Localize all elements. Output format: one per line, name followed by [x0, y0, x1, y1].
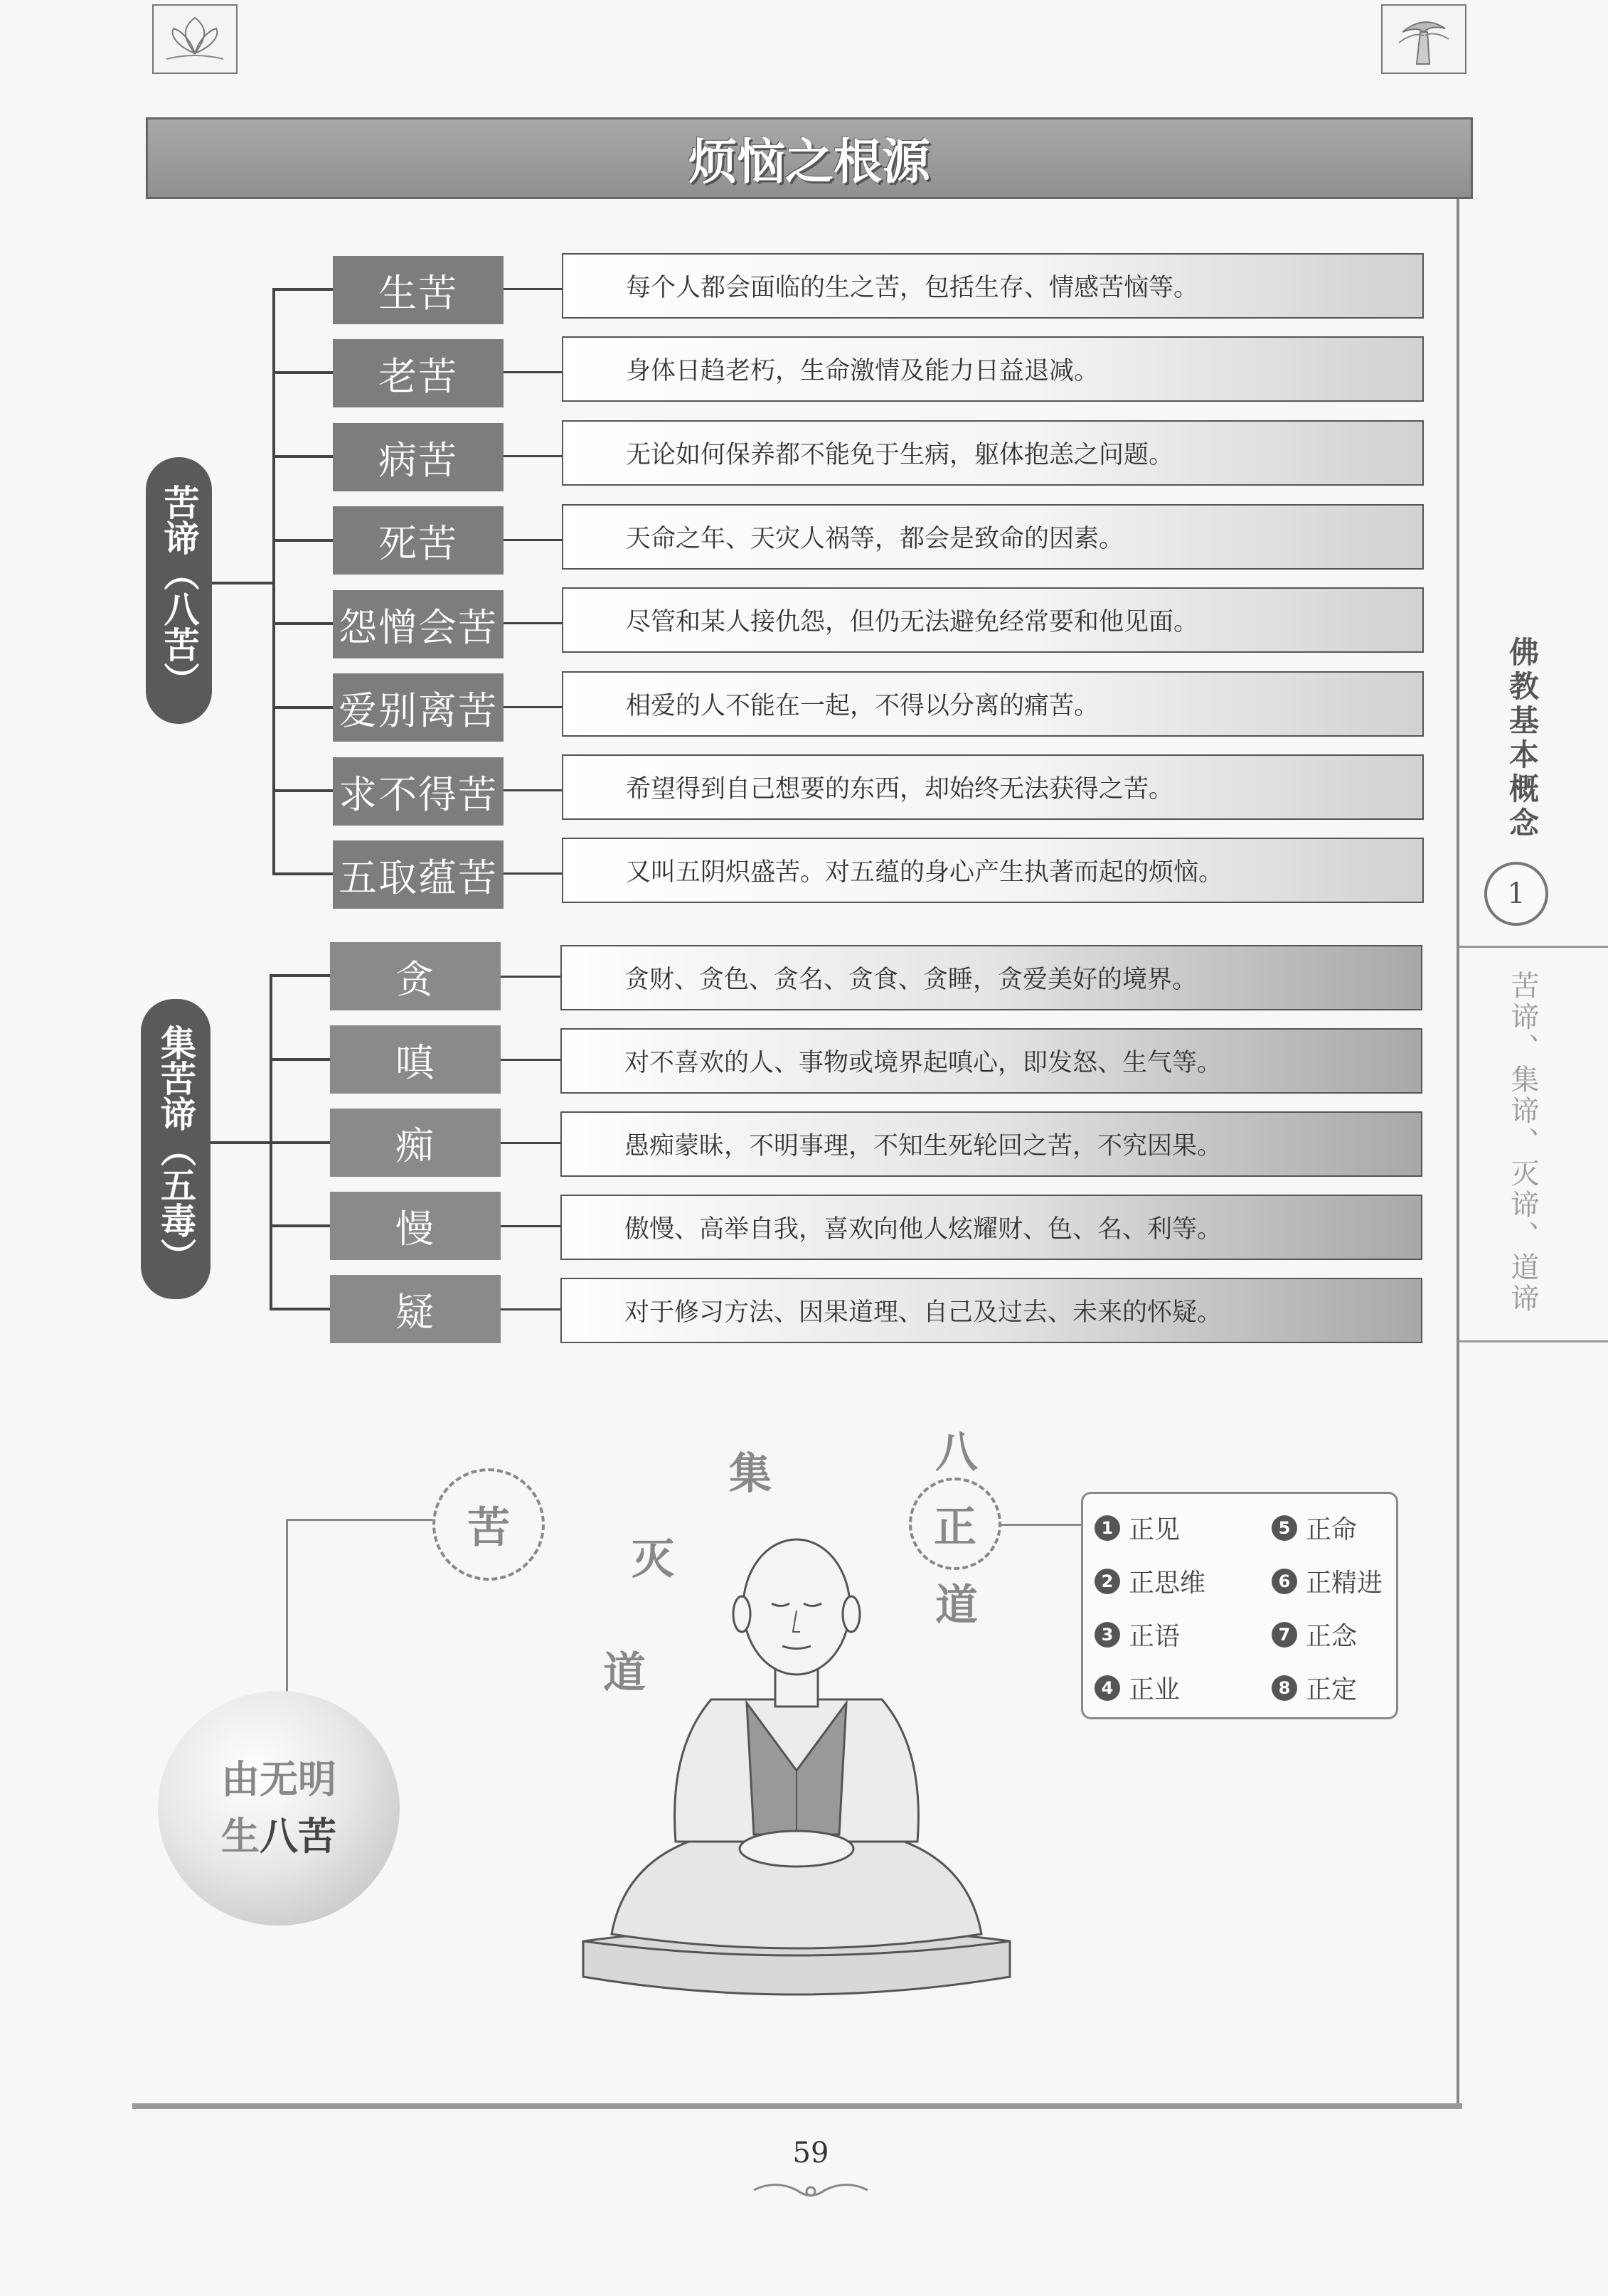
term-box: 贪	[330, 942, 501, 1010]
number-badge: 4	[1095, 1675, 1120, 1701]
right-circle: 正	[909, 1478, 1001, 1570]
suffering-truth-label: 苦谛（八苦）	[146, 457, 212, 724]
chapter-number: 1	[1484, 862, 1548, 926]
path-item	[1095, 1563, 1205, 1599]
desc-box: 愚痴蒙昧，不明事理，不知生死轮回之苦，不究因果。	[560, 1111, 1422, 1177]
suffering-link-v	[286, 1519, 288, 1693]
term-box: 五取蕴苦	[333, 840, 504, 909]
cessation-char: 灭	[632, 1534, 674, 1584]
term-box: 怨憎会苦	[333, 590, 504, 658]
path-item-label: 正念	[1306, 1622, 1358, 1651]
branch-line	[272, 288, 335, 291]
desc-box: 对于修习方法、因果道理、自己及过去、未来的怀疑。	[560, 1278, 1422, 1343]
lotus-icon	[152, 4, 238, 74]
path-item	[1095, 1670, 1180, 1706]
branch-line	[270, 974, 332, 977]
path-item-label: 正定	[1306, 1675, 1358, 1704]
link-line	[504, 371, 562, 373]
path-item-label: 正语	[1129, 1622, 1181, 1651]
desc-box: 无论如何保养都不能免于生病，躯体抱恙之问题。	[562, 420, 1424, 486]
link-line	[504, 706, 562, 708]
link-line	[501, 1059, 560, 1061]
term-box: 老苦	[333, 339, 504, 407]
term-box: 嗔	[330, 1025, 501, 1094]
path-item-label: 正精进	[1306, 1569, 1383, 1598]
branch-line	[272, 622, 335, 625]
page-number: 59	[792, 2137, 829, 2169]
ignorance-sphere	[158, 1691, 400, 1926]
meditating-monk-illustration	[569, 1515, 1024, 2012]
tree-icon	[1381, 4, 1466, 74]
term-box: 求不得苦	[333, 757, 504, 826]
side-divider	[1459, 946, 1608, 948]
term-box: 爱别离苦	[333, 673, 504, 742]
term-box: 疑	[330, 1275, 501, 1343]
sphere-text-dark: 八苦	[260, 1814, 336, 1859]
path-item	[1272, 1563, 1383, 1599]
path-char: 道	[603, 1648, 646, 1698]
path-char-2: 道	[935, 1581, 978, 1630]
desc-box: 天命之年、天灾人祸等，都会是致命的因素。	[562, 504, 1424, 570]
branch-line	[272, 371, 335, 374]
side-divider	[1459, 1340, 1608, 1342]
number-badge: 1	[1095, 1515, 1120, 1541]
number-badge: 2	[1095, 1569, 1120, 1594]
number-badge: 7	[1272, 1622, 1297, 1648]
eight-char: 八	[935, 1428, 978, 1478]
suffering-circle: 苦	[432, 1468, 545, 1581]
origin-char: 集	[729, 1449, 772, 1499]
origin-truth-label: 集苦谛（五毒）	[141, 999, 211, 1299]
path-item	[1095, 1510, 1180, 1546]
link-line	[504, 288, 562, 290]
link-line	[504, 622, 562, 624]
title-banner	[146, 117, 1473, 199]
desc-box: 对不喜欢的人、事物或境界起嗔心，即发怒、生气等。	[560, 1028, 1422, 1094]
desc-box: 身体日趋老朽，生命激情及能力日益退减。	[562, 336, 1424, 402]
eightfold-path-box	[1081, 1492, 1398, 1719]
number-badge: 5	[1272, 1515, 1297, 1541]
group1-trunk	[272, 288, 275, 875]
desc-box: 贪财、贪色、贪名、贪食、贪睡，贪爱美好的境界。	[560, 945, 1422, 1010]
branch-line	[272, 789, 335, 792]
chapter-subtitle: 苦谛、集谛、灭谛、道谛	[1506, 971, 1539, 1315]
term-box: 病苦	[333, 423, 504, 491]
branch-line	[270, 1224, 332, 1227]
link-line	[501, 1225, 560, 1227]
term-box: 死苦	[333, 506, 504, 575]
desc-box: 希望得到自己想要的东西，却始终无法获得之苦。	[562, 754, 1424, 820]
right-border-rule	[1457, 128, 1459, 2108]
link-line	[504, 455, 562, 457]
path-item-label: 正思维	[1129, 1569, 1206, 1598]
branch-line	[272, 539, 335, 542]
desc-box: 每个人都会面临的生之苦，包括生存、情感苦恼等。	[562, 253, 1424, 319]
footer-rule	[132, 2103, 1462, 2109]
sphere-line-1: 由无明	[221, 1757, 336, 1802]
branch-line	[270, 1058, 332, 1061]
group1-connector	[212, 582, 275, 584]
branch-line	[272, 872, 335, 875]
sphere-line-2	[221, 1808, 336, 1865]
number-badge: 6	[1272, 1569, 1297, 1594]
link-line	[504, 789, 562, 791]
link-line	[501, 1142, 560, 1144]
term-box: 生苦	[333, 256, 504, 324]
group2-connector	[211, 1141, 272, 1144]
number-badge: 8	[1272, 1675, 1297, 1701]
link-line	[504, 539, 562, 541]
path-item-label: 正见	[1129, 1515, 1181, 1544]
page-title: 烦恼之根源	[688, 134, 930, 191]
number-badge: 3	[1095, 1622, 1120, 1648]
desc-box: 尽管和某人接仇怨，但仍无法避免经常要和他见面。	[562, 587, 1424, 653]
sphere-text: 生	[221, 1814, 260, 1859]
path-item-label: 正命	[1306, 1515, 1358, 1544]
suffering-link-h	[286, 1519, 432, 1521]
branch-line	[272, 706, 335, 709]
desc-box: 傲慢、高举自我，喜欢向他人炫耀财、色、名、利等。	[560, 1195, 1422, 1260]
link-line	[501, 1308, 560, 1310]
link-line	[504, 872, 562, 875]
desc-box: 相爱的人不能在一起，不得以分离的痛苦。	[562, 671, 1424, 737]
branch-line	[272, 455, 335, 458]
path-item-label: 正业	[1129, 1675, 1181, 1704]
path-item	[1095, 1616, 1180, 1652]
ornament-icon	[747, 2176, 875, 2204]
link-line	[501, 976, 560, 978]
term-box: 慢	[330, 1192, 501, 1260]
path-item	[1272, 1510, 1357, 1546]
branch-line	[270, 1308, 332, 1310]
chapter-title: 佛教基本概念	[1505, 636, 1540, 841]
branch-line	[270, 1141, 332, 1144]
desc-box: 又叫五阴炽盛苦。对五蕴的身心产生执著而起的烦恼。	[562, 838, 1424, 903]
path-item	[1272, 1616, 1357, 1652]
path-item	[1272, 1670, 1357, 1706]
term-box: 痴	[330, 1109, 501, 1177]
